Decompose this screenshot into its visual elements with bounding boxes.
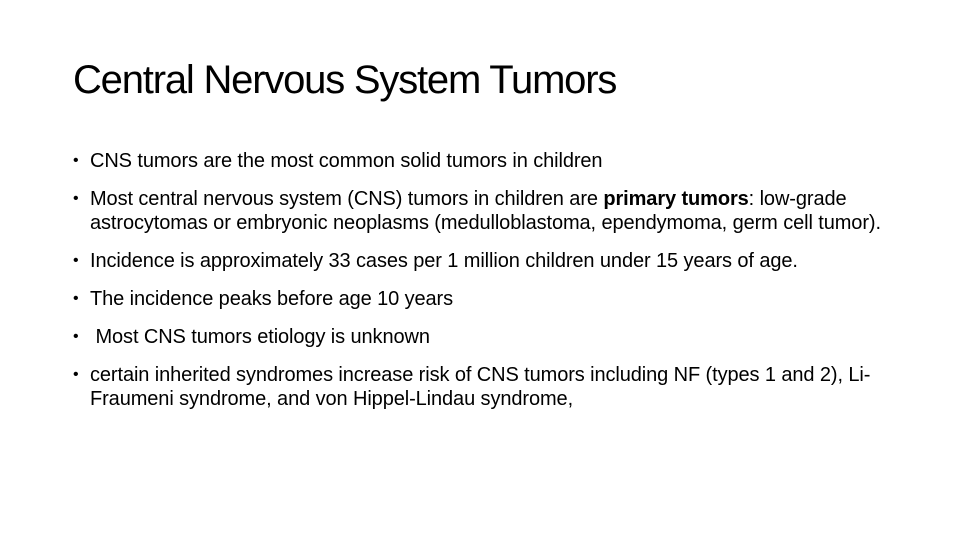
bullet-bold-text: primary tumors xyxy=(603,188,749,210)
bullet-item xyxy=(73,187,903,235)
bullet-marker: • xyxy=(73,290,79,307)
bullet-item xyxy=(73,249,903,273)
bullet-text: Most central nervous system (CNS) tumors in children are xyxy=(90,188,604,210)
bullet-item xyxy=(73,363,903,411)
bullet-marker: • xyxy=(73,252,79,269)
bullet-marker: • xyxy=(73,328,79,345)
bullet-marker: • xyxy=(73,152,79,169)
bullet-text: The incidence peaks before age 10 years xyxy=(90,288,454,310)
bullet-marker: • xyxy=(73,190,79,207)
bullet-marker: • xyxy=(73,366,79,383)
bullet-text: Most CNS tumors etiology is unknown xyxy=(90,326,430,348)
bullet-list xyxy=(73,149,903,425)
bullet-text: : low-grade astrocytomas or embryonic neoplasms (medulloblastoma, ependymoma, germ cell tumor). xyxy=(90,188,881,234)
bullet-text: CNS tumors are the most common solid tumors in children xyxy=(90,150,603,172)
bullet-text: Incidence is approximately 33 cases per 1 million children under 15 years of age. xyxy=(90,250,798,272)
bullet-text: certain inherited syndromes increase risk of CNS tumors including NF (types 1 and 2), Li-Fraumeni syndrome, and von Hippel-Lindau syndrome, xyxy=(90,364,871,410)
bullet-item xyxy=(73,149,903,173)
bullet-item xyxy=(73,325,903,349)
slide-title: Central Nervous System Tumors xyxy=(73,58,617,102)
bullet-item xyxy=(73,287,903,311)
